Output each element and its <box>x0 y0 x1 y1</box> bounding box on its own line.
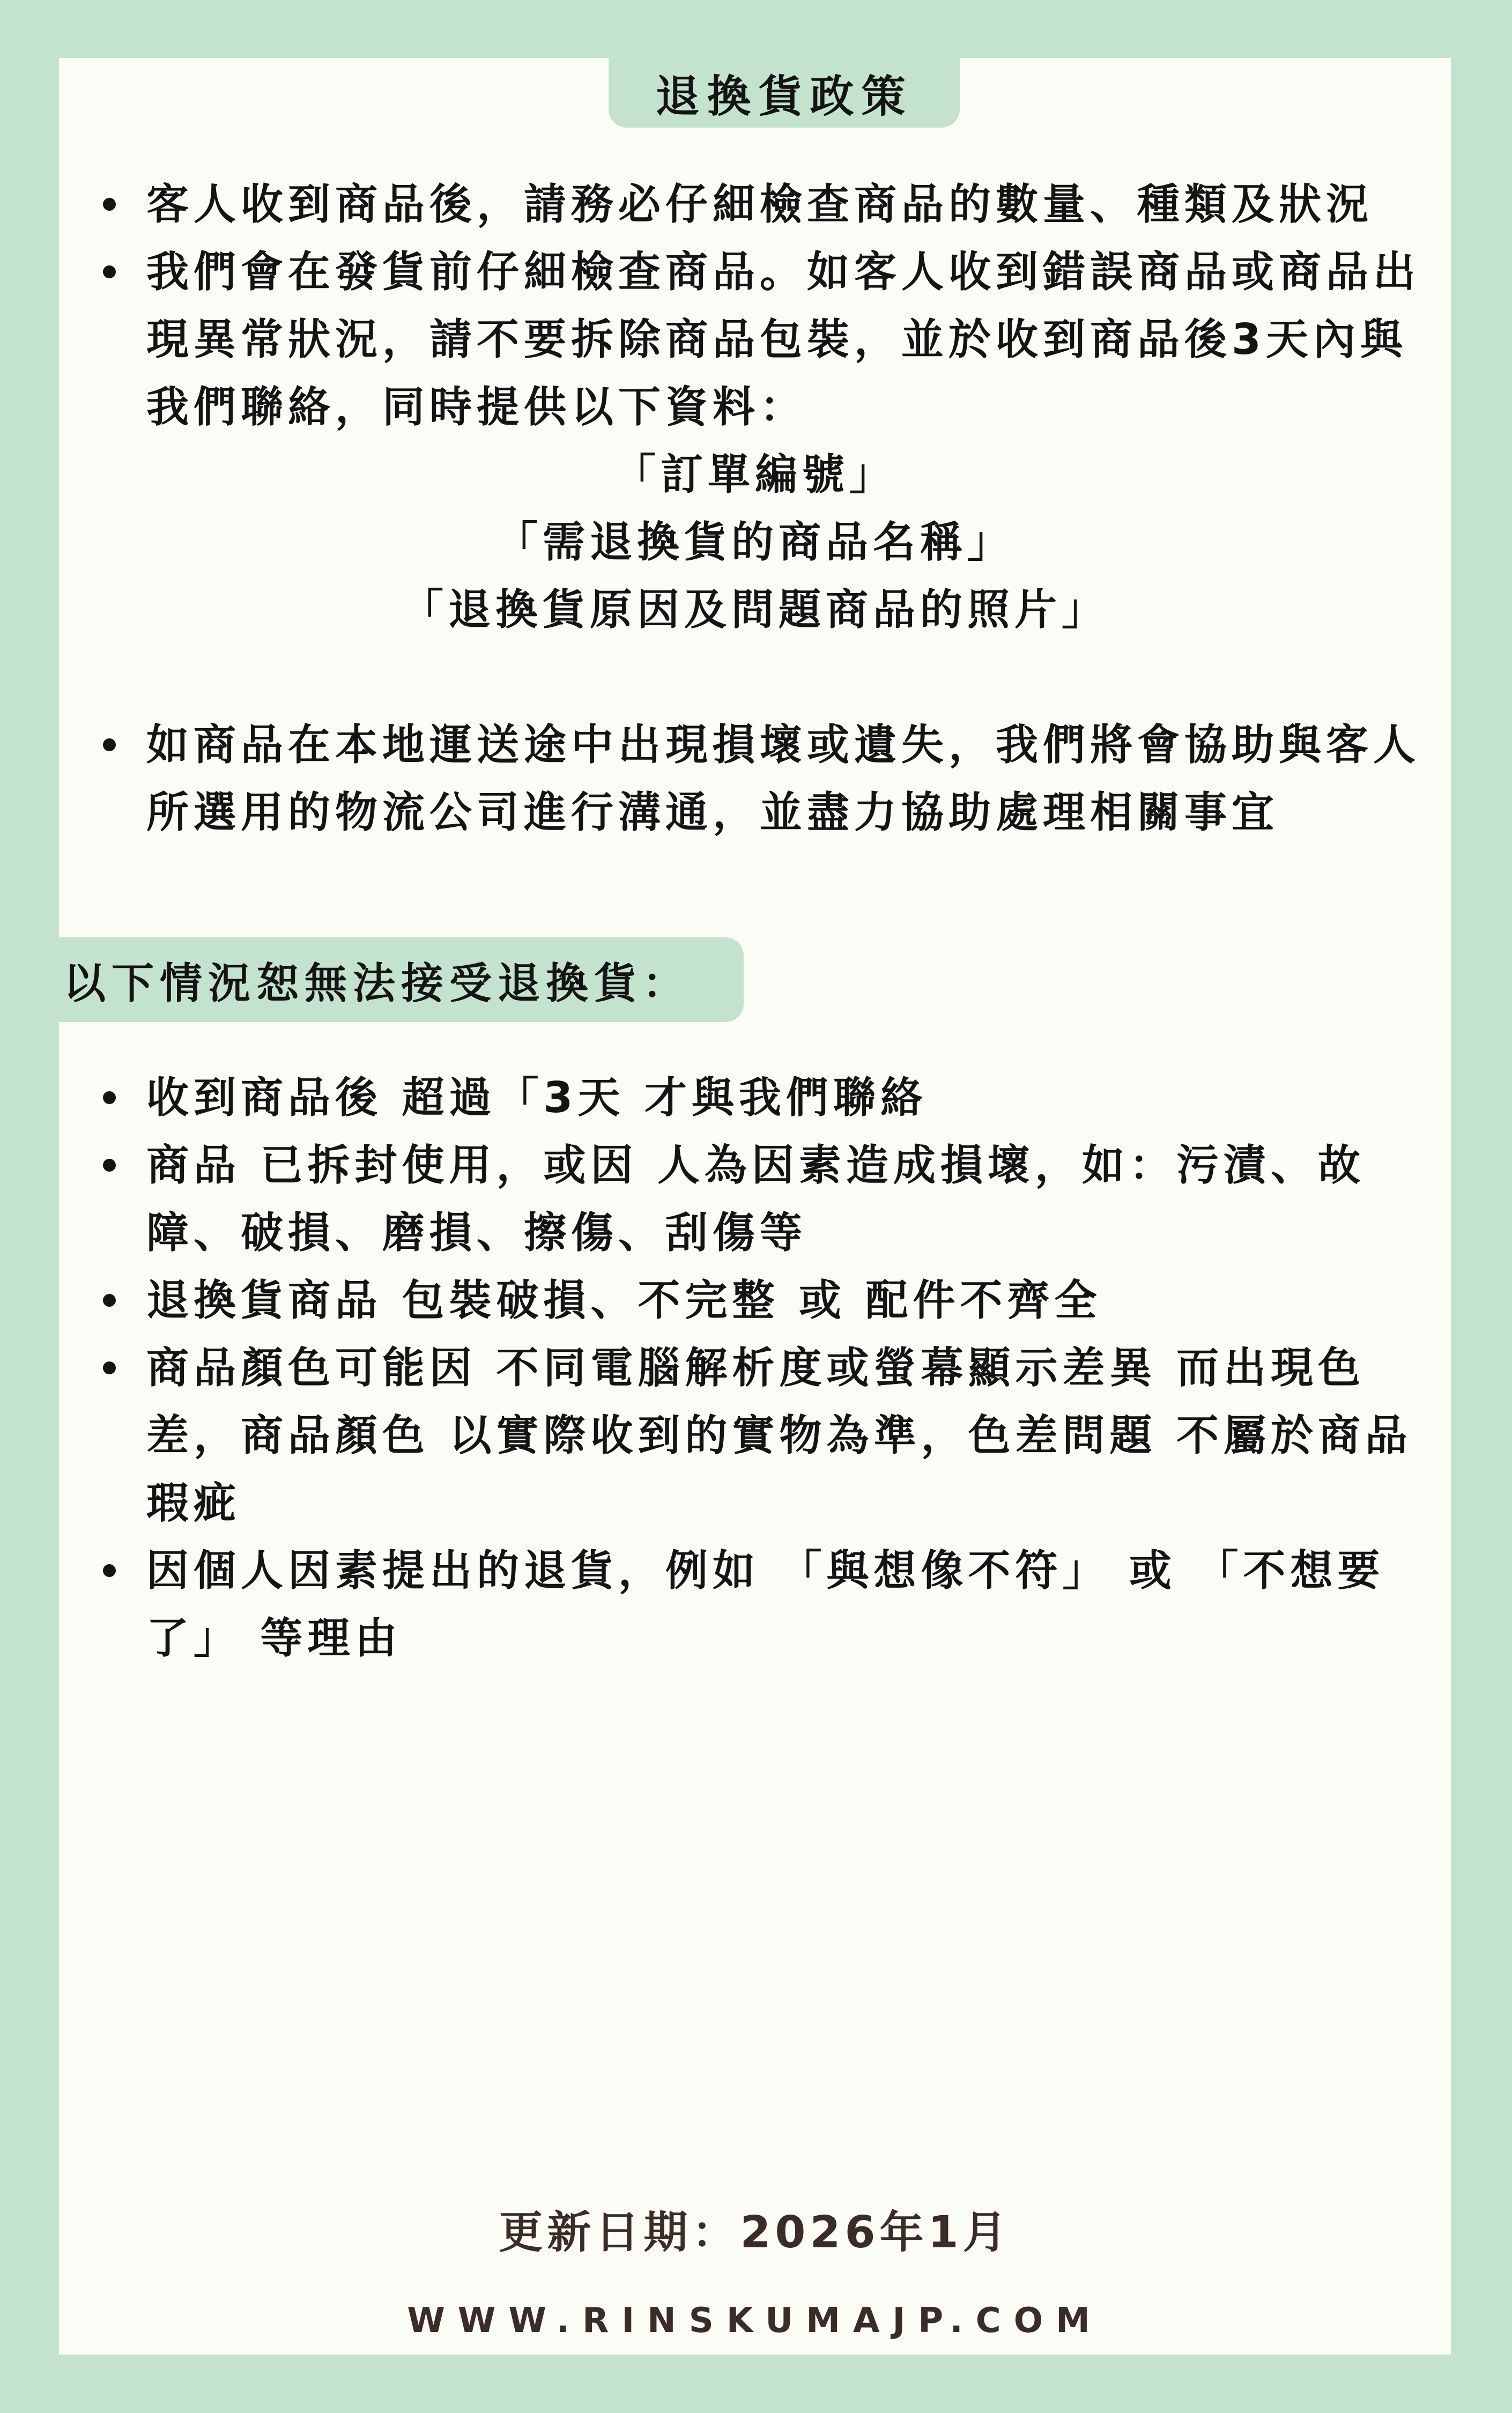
list-item-text: 如商品在本地運送途中出現損壞或遺失，我們將會協助與客人所選用的物流公司進行溝通，並盡力協助處理相關事宜 <box>146 720 1420 837</box>
list-item-text: 因個人因素提出的退貨，例如 「與想像不符」 或 「不想要了」 等理由 <box>146 1546 1385 1663</box>
required-info-order-number: 「訂單編號」 <box>613 450 896 499</box>
required-info-photos: 「退換貨原因及問題商品的照片」 <box>401 585 1109 634</box>
list-item-text: 收到商品後 超過「3天 才與我們聯絡 <box>146 1073 928 1122</box>
list-item <box>59 1064 1451 1131</box>
list-item <box>59 238 1451 643</box>
list-item <box>59 711 1451 846</box>
list-item <box>59 1131 1451 1267</box>
list-item-text: 客人收到商品後，請務必仔細檢查商品的數量、種類及狀況 <box>146 180 1373 229</box>
exclusions-header: 以下情況恕無法接受退換貨： <box>59 937 744 1022</box>
exclusions-list <box>59 1064 1451 1672</box>
list-item <box>59 171 1451 238</box>
policy-card <box>59 58 1451 2355</box>
website-link[interactable]: WWW.RINSKUMAJP.COM <box>407 2301 1103 2341</box>
list-item <box>59 1537 1451 1672</box>
updated-date: 更新日期：2026年1月 <box>499 2207 1011 2258</box>
list-item <box>59 1334 1451 1537</box>
policy-list <box>59 171 1451 846</box>
list-item <box>59 1267 1451 1334</box>
required-info <box>146 441 1451 643</box>
page-title: 退換貨政策 <box>609 58 960 128</box>
list-item-text: 退換貨商品 包裝破損、不完整 或 配件不齊全 <box>146 1276 1102 1325</box>
list-item-text: 商品 已拆封使用，或因 人為因素造成損壞，如：污漬、故障、破損、磨損、擦傷、刮傷等 <box>146 1141 1366 1257</box>
list-item-text: 我們會在發貨前仔細檢查商品。如客人收到錯誤商品或商品出現異常狀況，請不要拆除商品包裝，並於收到商品後3天內與我們聯絡，同時提供以下資料： <box>146 247 1420 432</box>
required-info-product-name: 「需退換貨的商品名稱」 <box>495 517 1014 567</box>
list-item-text: 商品顏色可能因 不同電腦解析度或螢幕顯示差異 而出現色差，商品顏色 以實際收到的實物為準，色差問題 不屬於商品瑕疵 <box>146 1343 1413 1528</box>
